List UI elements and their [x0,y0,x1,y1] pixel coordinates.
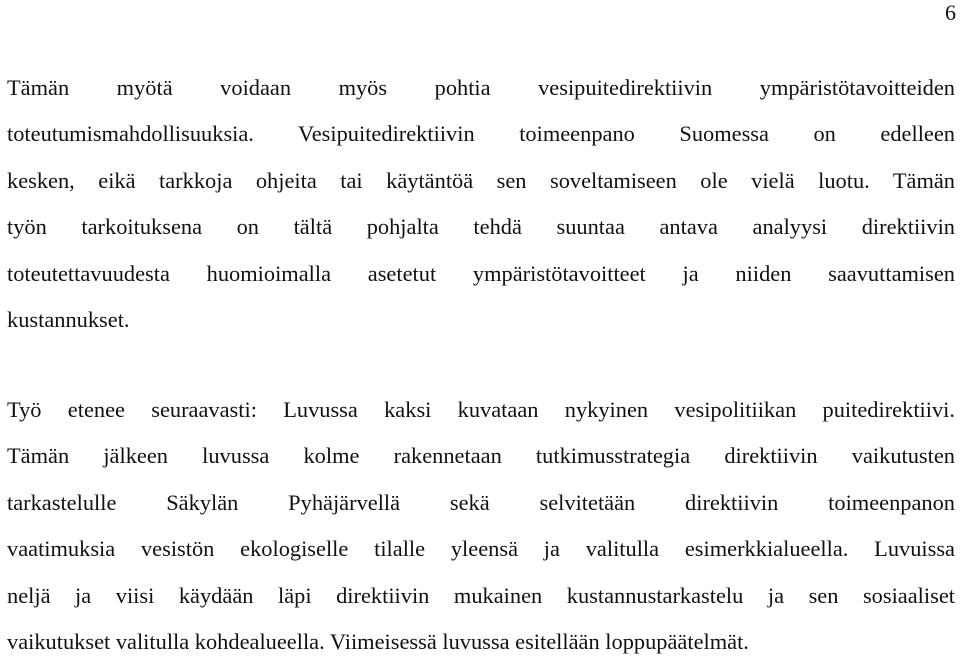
text-line: toteutettavuudesta huomioimalla asetetut ympäristötavoitteet ja niiden saavuttamisen [7,260,955,286]
text-line: kustannukset. [7,306,130,332]
text-line: Tämän jälkeen luvussa kolme rakennetaan tutkimusstrategia direktiivin vaikutusten [7,443,955,469]
text-line: kesken, eikä tarkkoja ohjeita tai käytäntöä sen soveltamiseen ole vielä luotu. Tämän [7,167,955,193]
page-number: 6 [945,0,956,25]
text-line: neljä ja viisi käydään läpi direktiivin mukainen kustannustarkastelu ja sen sosiaaliset [7,582,955,608]
paragraph-introduction-aims [7,65,955,343]
text-line: toteutumismahdollisuuksia. Vesipuitedirektiivin toimeenpano Suomessa on edelleen [7,121,955,147]
text-line: Työ etenee seuraavasti: Luvussa kaksi kuvataan nykyinen vesipolitiikan puitedirektiivi. [7,397,955,422]
paragraph-structure-outline [7,387,955,665]
text-line: työn tarkoituksena on tältä pohjalta tehdä suuntaa antava analyysi direktiivin [7,214,955,240]
text-line: vaikutukset valitulla kohdealueella. Viimeisessä luvussa esitellään loppupäätelmät. [7,628,749,654]
text-line: vaatimuksia vesistön ekologiselle tilalle yleensä ja valitulla esimerkkialueella. Luvuissa [7,536,955,562]
text-line: Tämän myötä voidaan myös pohtia vesipuitedirektiivin ympäristötavoitteiden [7,75,955,100]
text-line: tarkastelulle Säkylän Pyhäjärvellä sekä selvitetään direktiivin toimeenpanon [7,489,955,515]
